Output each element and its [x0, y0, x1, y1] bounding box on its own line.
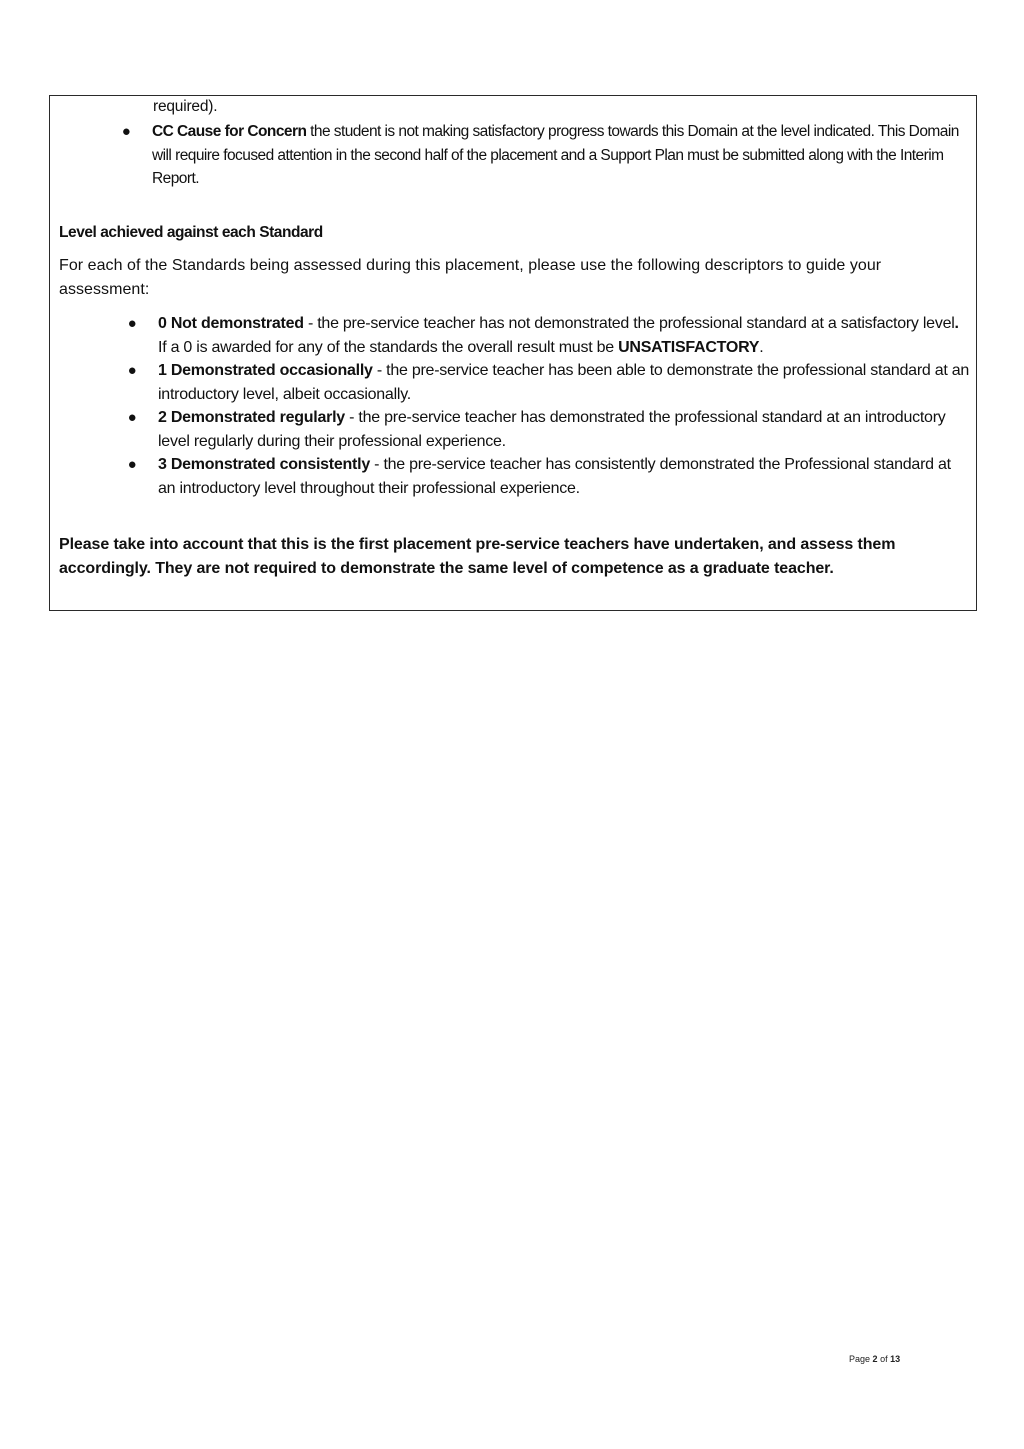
bullet-icon: ● — [121, 123, 131, 140]
descriptor-text: - the pre-service teacher has been able to demonstrate the professional standard at an introductory level, albeit occasionally. — [158, 362, 970, 403]
bullet-icon: ● — [127, 456, 137, 473]
total-pages: 13 — [890, 1354, 901, 1364]
section-intro: For each of the Standards being assessed during this placement, please use the following descriptors to guide your assessment: — [59, 257, 882, 298]
continued-text: required). — [153, 98, 218, 115]
descriptor-text: . — [759, 338, 764, 356]
bullet-icon: ● — [127, 362, 137, 379]
descriptor-term: 3 Demonstrated consistently — [158, 456, 370, 473]
bullet-icon: ● — [127, 315, 137, 332]
descriptor-text: - the pre-service teacher has not demonstrated the professional standard at a satisfactory level — [303, 315, 955, 332]
descriptor-term: 0 Not demonstrated — [158, 315, 304, 332]
page-number — [849, 1353, 900, 1365]
descriptor-period: . — [954, 315, 959, 332]
list-item — [126, 312, 971, 359]
unsatisfactory-label: UNSATISFACTORY — [618, 338, 760, 356]
closing-note: Please take into account that this is the first placement pre-service teachers have undertaken, and assess them accordingly. They are not required to demonstrate the same level of competence as a graduate teacher. — [59, 536, 896, 577]
descriptor-term: 2 Demonstrated regularly — [158, 409, 345, 426]
page-word: Page — [849, 1354, 871, 1364]
descriptor-term: 1 Demonstrated occasionally — [158, 362, 373, 379]
bullet-icon: ● — [127, 409, 137, 426]
descriptor-text: the student is not making satisfactory progress towards this Domain at the level indicated. This Domain will require focused attention in the second half of the placement and a Support Plan must be submitted along with the Interim Report. — [152, 123, 959, 187]
descriptor-term: CC Cause for Concern — [152, 123, 307, 140]
current-page: 2 — [872, 1354, 878, 1364]
cause-for-concern-list — [120, 120, 960, 191]
descriptor-text: - the pre-service teacher has demonstrated the professional standard at an introductory level regularly during their professional experience. — [158, 409, 946, 450]
descriptor-text: - the pre-service teacher has consistently demonstrated the Professional standard at an introductory level throughout their professional experience. — [158, 456, 951, 497]
list-item — [120, 120, 960, 191]
of-word: of — [880, 1354, 888, 1364]
list-item — [126, 453, 971, 500]
section-heading: Level achieved against each Standard — [59, 224, 323, 241]
list-item — [126, 406, 971, 453]
level-descriptor-list — [126, 312, 971, 500]
list-item — [126, 359, 971, 406]
descriptor-text: If a 0 is awarded for any of the standards the overall result must be — [158, 338, 619, 356]
